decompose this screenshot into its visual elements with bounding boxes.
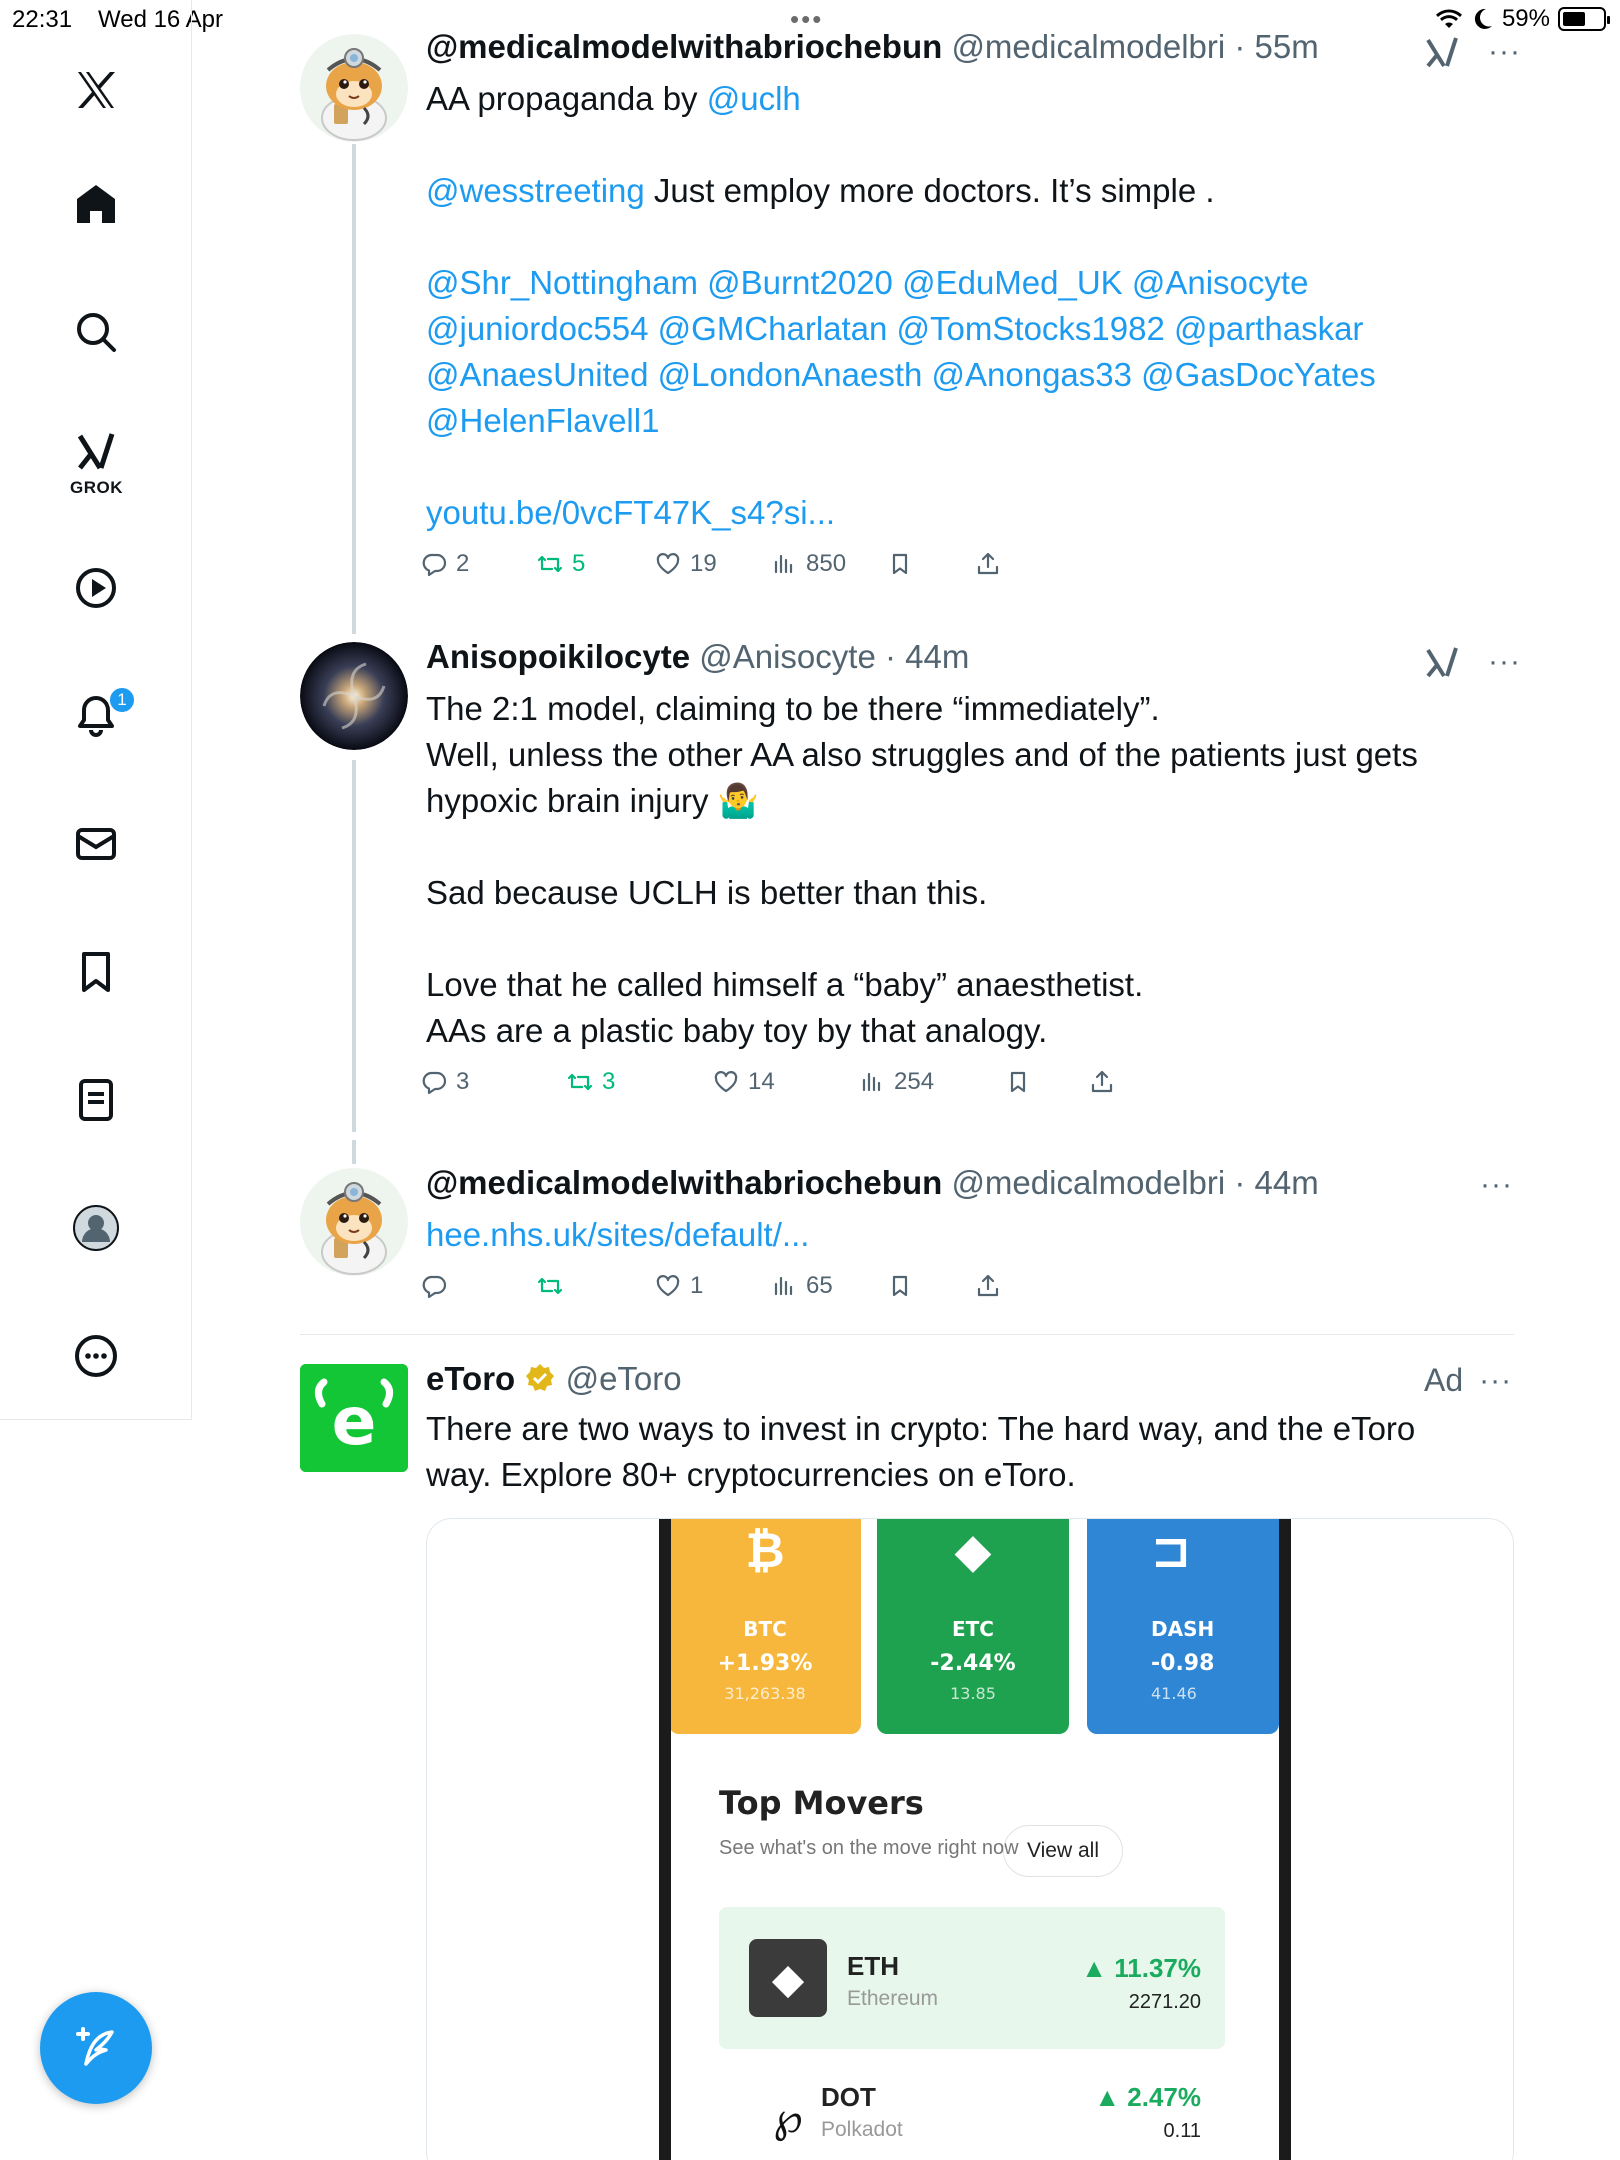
tweet-text-segment: AAs are a plastic baby toy by that analogy. [426, 1012, 1048, 1049]
reply-button[interactable] [420, 550, 469, 578]
tweet-text-line [426, 214, 1516, 260]
x-logo-icon[interactable] [66, 60, 126, 120]
tweet-text-line [426, 1212, 1516, 1258]
tweet-header [426, 28, 1319, 66]
tweet-actions [420, 1272, 1260, 1312]
compose-post-button[interactable] [40, 1992, 152, 2104]
polkadot-icon: ℘ [773, 2093, 803, 2141]
tweet-text-segment: The 2:1 model, claiming to be there “immediately”. [426, 690, 1160, 727]
coin-ticker: BTC [743, 1617, 787, 1641]
tweet-text [426, 686, 1516, 1054]
top-movers-subtitle: See what's on the move right now [719, 1837, 1019, 1859]
repost-icon [536, 550, 564, 578]
multitasking-dots-icon[interactable]: ••• [790, 4, 824, 34]
coin-change: -0.98 [1151, 1651, 1215, 1676]
display-name[interactable]: @medicalmodelwithabriochebun [426, 1164, 943, 1201]
status-date: Wed 16 Apr [98, 6, 223, 33]
views-count: 850 [806, 550, 847, 577]
tweet-text-line [426, 122, 1516, 168]
tweet-divider [300, 1334, 1514, 1335]
tweet-corner-actions [1480, 1168, 1513, 1202]
verified-badge-icon [524, 1362, 556, 1394]
handle[interactable]: @eToro [565, 1360, 682, 1397]
ad-media-card[interactable] [426, 1518, 1514, 2160]
views-chart-icon [770, 550, 798, 578]
tweet-text-line [426, 1008, 1516, 1054]
more-options-icon[interactable]: ··· [1488, 35, 1521, 68]
coin-ticker: DASH [1151, 1617, 1215, 1641]
bookmark-icon [886, 1272, 914, 1300]
tweet-text [426, 1212, 1516, 1258]
ad-text-line: There are two ways to invest in crypto: The hard way, and the eToro [426, 1410, 1416, 1447]
coin-card-dash [1087, 1519, 1279, 1734]
ethereum-classic-icon: ◆ [954, 1523, 992, 1579]
coin-change: +1.93% [717, 1651, 813, 1676]
profile-avatar-icon[interactable] [66, 1198, 126, 1258]
coin-card-etc [877, 1519, 1069, 1734]
thread-connector [352, 1140, 356, 1164]
views-count: 65 [806, 1272, 833, 1299]
mover-change: ▲ 11.37% [1081, 1953, 1201, 1983]
repost-button[interactable] [536, 1272, 572, 1300]
grok-explain-icon[interactable] [1424, 34, 1460, 70]
share-button[interactable] [1088, 1068, 1116, 1096]
lists-icon[interactable] [66, 1070, 126, 1130]
mover-ticker: ETH [847, 1951, 899, 1981]
share-icon [974, 1272, 1002, 1300]
replies-count: 3 [456, 1068, 470, 1095]
views-chart-icon [858, 1068, 886, 1096]
battery-icon [1558, 7, 1606, 31]
repost-button[interactable] [566, 1068, 615, 1096]
do-not-disturb-moon-icon [1472, 7, 1494, 31]
coin-price: 31,263.38 [724, 1684, 806, 1703]
tweet-text-line [426, 490, 1516, 536]
tweet-text-line [426, 778, 1516, 824]
tweet-header [426, 1164, 1319, 1202]
views-button[interactable] [858, 1068, 934, 1096]
bookmark-icon [886, 550, 914, 578]
dash-icon: ⊐ [1151, 1523, 1192, 1579]
more-options-icon[interactable]: ··· [1480, 1168, 1513, 1201]
svg-text:e: e [331, 1383, 377, 1460]
handle[interactable]: @medicalmodelbri [951, 28, 1226, 65]
grok-icon[interactable] [66, 422, 126, 482]
tweet-corner-actions [1424, 1362, 1512, 1399]
reply-icon [420, 1272, 448, 1300]
tweet-text-line [426, 962, 1516, 1008]
mention-link[interactable]: @wesstreeting [426, 172, 645, 209]
tweet-text-line [426, 260, 1516, 306]
tweet-text-line [426, 444, 1516, 490]
heart-icon [654, 550, 682, 578]
tweet-text-line [426, 732, 1516, 778]
bookmark-button[interactable] [886, 1272, 914, 1300]
tweet-text-segment: AA propaganda by [426, 80, 707, 117]
grok-explain-icon[interactable] [1424, 644, 1460, 680]
status-time: 22:31 [12, 6, 73, 33]
ad-text-line: way. Explore 80+ cryptocurrencies on eToro. [426, 1456, 1076, 1493]
reposts-count: 3 [602, 1068, 616, 1095]
tweet-text [426, 76, 1516, 536]
mention-link[interactable]: @HelenFlavell1 [426, 402, 660, 439]
coin-price: 41.46 [1151, 1684, 1197, 1703]
bitcoin-icon: ₿ [745, 1523, 785, 1579]
mover-change: ▲ 2.47% [1094, 2082, 1201, 2112]
messages-envelope-icon[interactable] [66, 814, 126, 874]
mover-row-eth [719, 1907, 1225, 2049]
tweet-text-line [426, 168, 1516, 214]
view-all-button: View all [1003, 1825, 1123, 1877]
tweet-text-segment: Just employ more doctors. It’s simple . [644, 172, 1215, 209]
tweet-text-segment: Well, unless the other AA also struggles and of the patients just gets [426, 736, 1418, 773]
thread-connector [352, 144, 356, 634]
tweet-corner-actions [1424, 34, 1521, 70]
grok-label: GROK [70, 478, 123, 497]
reply-button[interactable] [420, 1272, 456, 1300]
share-icon [1088, 1068, 1116, 1096]
avatar[interactable] [300, 34, 408, 142]
replies-count: 2 [456, 550, 470, 577]
more-options-circle-icon[interactable] [66, 1326, 126, 1386]
reposts-count: 5 [572, 550, 586, 577]
like-button[interactable] [654, 550, 717, 578]
notifications-badge: 1 [108, 686, 136, 714]
etoro-logo-avatar[interactable] [300, 1364, 408, 1472]
more-options-icon[interactable]: ··· [1479, 1363, 1513, 1397]
mention-link[interactable]: @Shr_Nottingham @Burnt2020 @EduMed_UK @Anisocyte [426, 264, 1309, 301]
ad-text [426, 1406, 1516, 1498]
likes-count: 1 [690, 1272, 704, 1299]
views-count: 254 [894, 1068, 935, 1095]
home-icon[interactable] [66, 174, 126, 234]
phone-screen [671, 1519, 1279, 2160]
mover-price: 0.11 [1163, 2120, 1201, 2142]
timestamp[interactable]: 55m [1254, 28, 1319, 65]
more-options-icon[interactable]: ··· [1488, 645, 1521, 678]
separator: · [1225, 1164, 1255, 1201]
likes-count: 14 [748, 1068, 775, 1095]
mover-ticker: DOT [821, 2082, 876, 2112]
display-name[interactable]: eToro [426, 1360, 516, 1397]
mover-row-dot [719, 2064, 1225, 2160]
tweet-text-line [426, 686, 1516, 732]
tweet-text-segment: Love that he called himself a “baby” anaesthetist. [426, 966, 1144, 1003]
heart-icon [712, 1068, 740, 1096]
display-name[interactable]: @medicalmodelwithabriochebun [426, 28, 943, 65]
like-button[interactable] [654, 1272, 703, 1300]
tweet-actions [420, 1068, 1260, 1108]
mention-link[interactable]: @AnaesUnited @LondonAnaesth @Anongas33 @GasDocYates [426, 356, 1376, 393]
top-movers-title: Top Movers [719, 1784, 924, 1822]
bookmarks-icon[interactable] [66, 942, 126, 1002]
tweet-text-line [426, 76, 1516, 122]
display-name[interactable]: Anisopoikilocyte [426, 638, 691, 675]
views-button[interactable] [770, 550, 846, 578]
bookmark-button[interactable] [1004, 1068, 1032, 1096]
timestamp[interactable]: 44m [905, 638, 970, 675]
ad-label: Ad [1424, 1362, 1464, 1398]
reply-icon [420, 1068, 448, 1096]
ethereum-icon: ◆ [749, 1939, 827, 2017]
avatar[interactable] [300, 642, 408, 750]
share-button[interactable] [974, 550, 1002, 578]
share-button[interactable] [974, 1272, 1002, 1300]
tweet-actions [420, 550, 1260, 590]
views-chart-icon [770, 1272, 798, 1300]
tweet-text-line [426, 352, 1516, 398]
mover-name: Ethereum [847, 1987, 939, 2010]
tweet-text-line [426, 306, 1516, 352]
separator: · [1225, 28, 1255, 65]
coin-price: 13.85 [950, 1684, 996, 1703]
repost-icon [566, 1068, 594, 1096]
sidebar-nav [0, 0, 192, 1420]
repost-icon [536, 1272, 564, 1300]
battery-percent: 59% [1501, 5, 1550, 32]
reply-icon [420, 550, 448, 578]
coin-card-btc [671, 1519, 861, 1734]
tweet-text-line [426, 916, 1516, 962]
repost-button[interactable] [536, 550, 585, 578]
search-icon[interactable] [66, 302, 126, 362]
mover-price: 2271.20 [1128, 1991, 1201, 2013]
phone-mockup [659, 1519, 1291, 2160]
tweet-text-line [426, 398, 1516, 444]
mover-name: Polkadot [821, 2118, 903, 2141]
like-button[interactable] [712, 1068, 775, 1096]
tweet-header [426, 1360, 682, 1398]
mention-link[interactable]: @uclh [706, 80, 801, 117]
thread-connector [352, 760, 356, 1132]
handle[interactable]: @Anisocyte [699, 638, 876, 675]
mention-link[interactable]: youtu.be/0vcFT47K_s4?si... [426, 494, 836, 531]
tweet-corner-actions [1424, 644, 1521, 680]
mention-link[interactable]: @juniordoc554 @GMCharlatan @TomStocks1982 @parthaskar [426, 310, 1364, 347]
share-icon [974, 550, 1002, 578]
reply-button[interactable] [420, 1068, 469, 1096]
tweet-text-segment: hypoxic brain injury 🤷‍♂️ [426, 782, 759, 819]
heart-icon [654, 1272, 682, 1300]
avatar[interactable] [300, 1168, 408, 1276]
wifi-icon [1434, 7, 1464, 31]
separator: · [875, 638, 906, 675]
mention-link[interactable]: hee.nhs.uk/sites/default/... [426, 1216, 810, 1253]
coin-change: -2.44% [930, 1651, 1016, 1676]
bookmark-button[interactable] [886, 550, 914, 578]
likes-count: 19 [690, 550, 717, 577]
tweet-text-line [426, 824, 1516, 870]
tweet-text-segment: Sad because UCLH is better than this. [426, 874, 988, 911]
bookmark-icon [1004, 1068, 1032, 1096]
timestamp[interactable]: 44m [1254, 1164, 1319, 1201]
coin-ticker: ETC [952, 1617, 994, 1641]
compose-feather-icon [68, 2020, 124, 2076]
tweet-header [426, 638, 969, 676]
handle[interactable]: @medicalmodelbri [951, 1164, 1226, 1201]
video-play-icon[interactable] [66, 558, 126, 618]
tweet-text-line [426, 870, 1516, 916]
views-button[interactable] [770, 1272, 833, 1300]
